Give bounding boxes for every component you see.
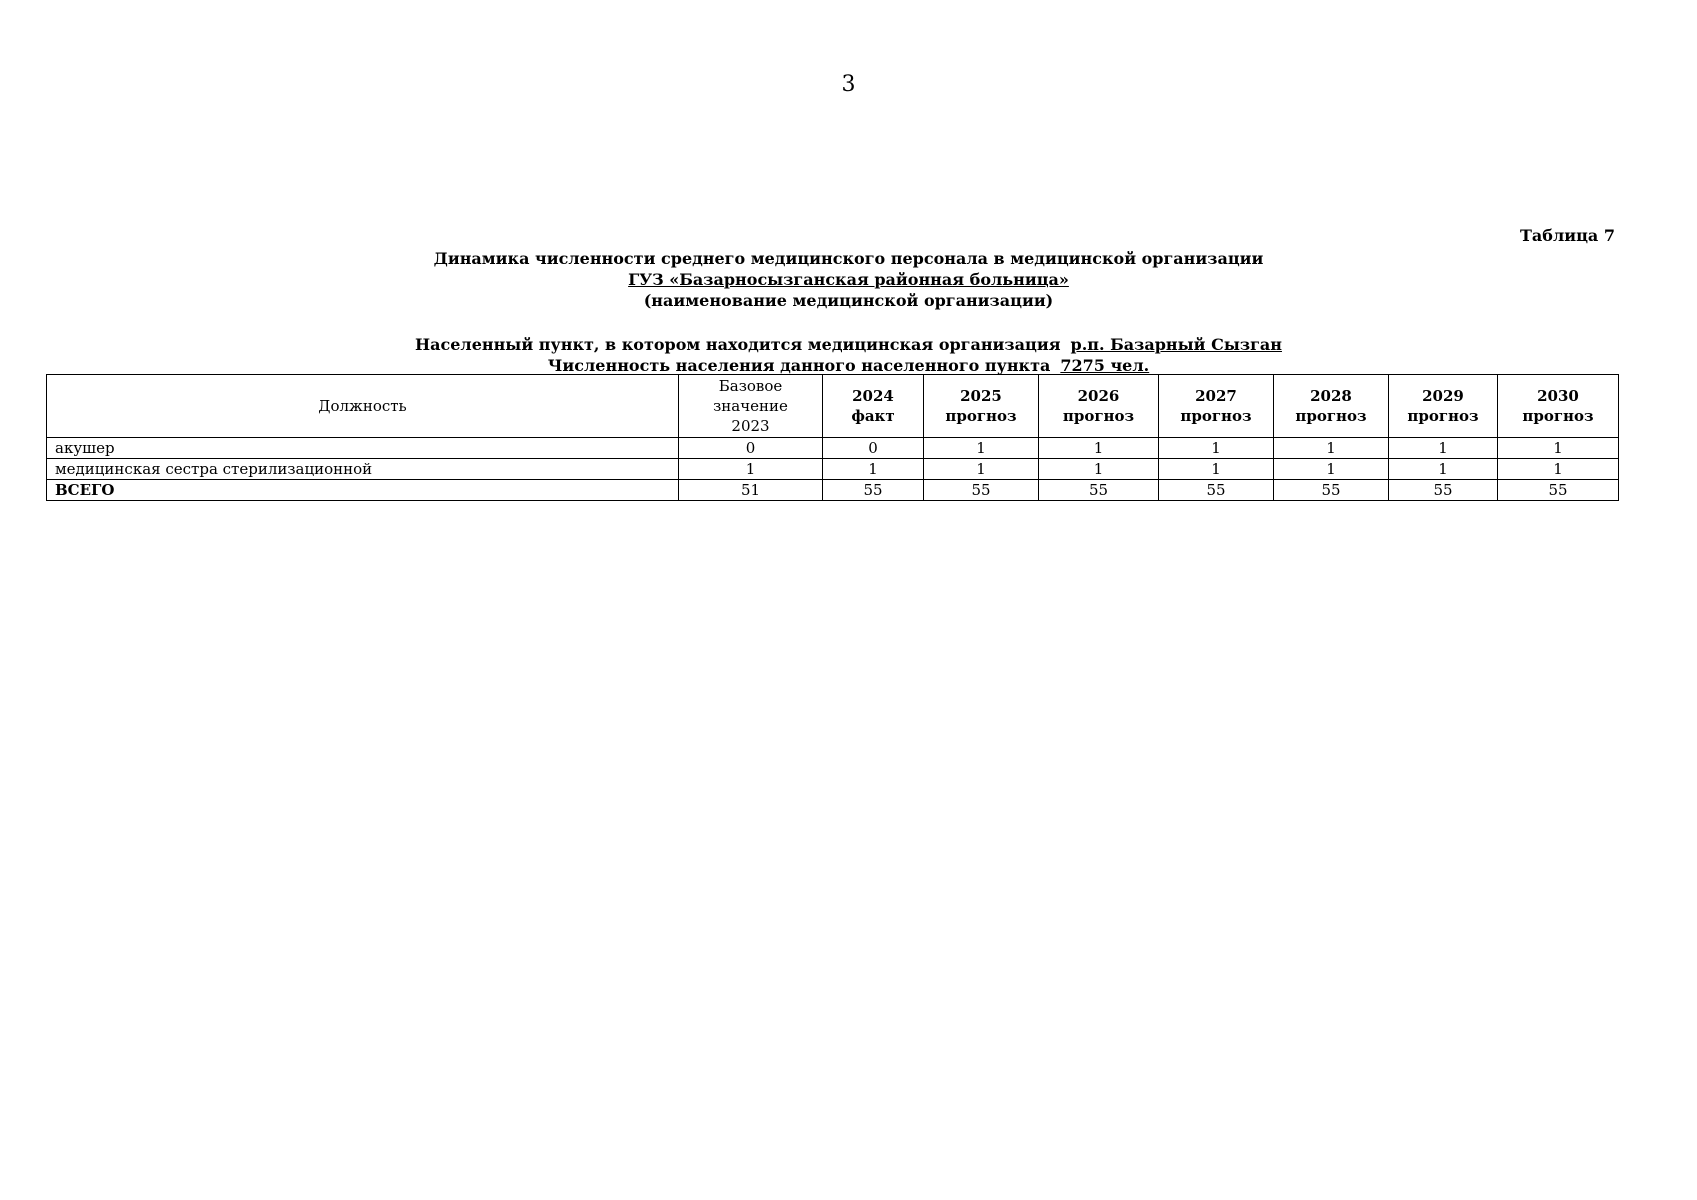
cell-2029: 55 [1389,480,1498,501]
row-position: акушер [47,438,679,459]
cell-2029: 1 [1389,438,1498,459]
cell-2028: 1 [1274,438,1389,459]
table-row [47,438,1619,459]
cell-2027: 55 [1159,480,1274,501]
cell-2030: 55 [1498,480,1619,501]
settlement-label: Населенный пункт, в котором находится медицинская организация [415,335,1061,354]
cell-2030: 1 [1498,438,1619,459]
cell-base-2023: 51 [679,480,823,501]
cell-2030: 1 [1498,459,1619,480]
cell-2027: 1 [1159,438,1274,459]
header-2028: 2028 прогноз [1274,375,1389,438]
header-2030: 2030 прогноз [1498,375,1619,438]
cell-base-2023: 1 [679,459,823,480]
row-position: медицинская сестра стерилизационной [47,459,679,480]
cell-2025: 1 [924,438,1039,459]
heading-block [0,248,1697,311]
cell-2026: 55 [1039,480,1159,501]
cell-2024: 1 [823,459,924,480]
table-label: Таблица 7 [1520,226,1615,245]
page-number: 3 [841,72,856,97]
header-2029: 2029 прогноз [1389,375,1498,438]
population-line [0,355,1697,376]
row-position-total: ВСЕГО [47,480,679,501]
header-2027: 2027 прогноз [1159,375,1274,438]
table-row-total [47,480,1619,501]
location-block [0,334,1697,376]
settlement-line [0,334,1697,355]
table-row [47,459,1619,480]
cell-2025: 1 [924,459,1039,480]
header-2024: 2024 факт [823,375,924,438]
cell-base-2023: 0 [679,438,823,459]
header-2025: 2025 прогноз [924,375,1039,438]
header-2026: 2026 прогноз [1039,375,1159,438]
header-base-2023: Базовое значение 2023 [679,375,823,438]
cell-2026: 1 [1039,438,1159,459]
cell-2024: 0 [823,438,924,459]
staff-table [46,374,1619,501]
organization-caption: (наименование медицинской организации) [643,291,1054,310]
cell-2025: 55 [924,480,1039,501]
cell-2029: 1 [1389,459,1498,480]
population-value: 7275 чел. [1060,356,1150,375]
organization-name: ГУЗ «Базарносызганская районная больница» [628,270,1069,289]
cell-2027: 1 [1159,459,1274,480]
settlement-value: р.п. Базарный Сызган [1070,335,1282,354]
cell-2024: 55 [823,480,924,501]
header-position: Должность [47,375,679,438]
population-label: Численность населения данного населенного пункта [547,356,1051,375]
cell-2028: 55 [1274,480,1389,501]
cell-2028: 1 [1274,459,1389,480]
cell-2026: 1 [1039,459,1159,480]
table-header-row [47,375,1619,438]
table-title: Динамика численности среднего медицинского персонала в медицинской организации [433,249,1264,268]
